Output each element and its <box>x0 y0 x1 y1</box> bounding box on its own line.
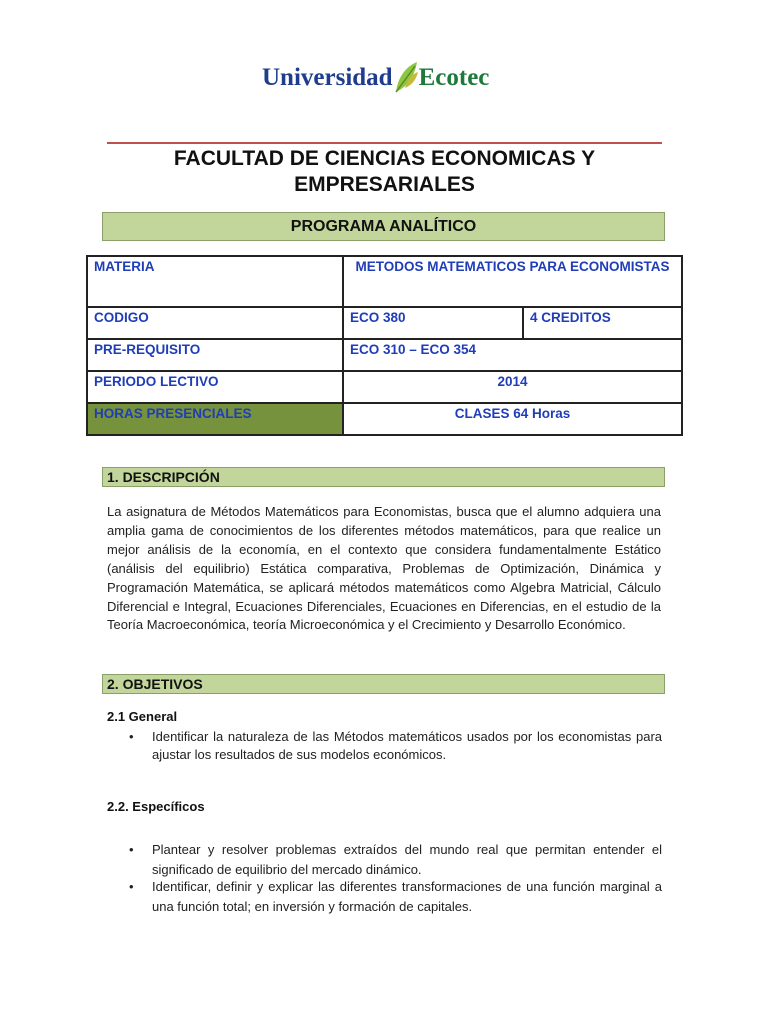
descripcion-heading: 1. DESCRIPCIÓN <box>102 467 665 487</box>
prerequisito-value: ECO 310 – ECO 354 <box>343 339 682 371</box>
bullet-icon: • <box>129 879 134 894</box>
general-list <box>107 728 662 764</box>
university-logo <box>262 58 562 98</box>
header-divider <box>107 142 662 144</box>
faculty-title: FACULTAD DE CIENCIAS ECONOMICAS Y EMPRESARIALES <box>173 147 596 196</box>
list-item <box>107 728 662 764</box>
objetivos-heading: 2. OBJETIVOS <box>102 674 665 694</box>
bullet-icon: • <box>129 842 134 857</box>
leaf-icon <box>393 58 419 98</box>
table-row <box>87 339 682 371</box>
codigo-value: ECO 380 <box>343 307 523 339</box>
materia-label: MATERIA <box>87 256 343 307</box>
materia-value: METODOS MATEMATICOS PARA ECONOMISTAS <box>343 256 682 307</box>
list-item <box>107 840 662 880</box>
list-item-text: Identificar la naturaleza de las Métodos matemáticos usados por los economistas para ajustar los resultados de sus modelos económicos. <box>152 729 662 762</box>
horas-value: CLASES 64 Horas <box>343 403 682 435</box>
list-item-text: Identificar, definir y explicar las diferentes transformaciones de una función marginal a una función total; en inversión y formación de capitales. <box>152 879 662 914</box>
codigo-label: CODIGO <box>87 307 343 339</box>
program-title: PROGRAMA ANALÍTICO <box>102 212 665 241</box>
course-info-table <box>86 255 683 436</box>
horas-label: HORAS PRESENCIALES <box>87 403 343 435</box>
table-row <box>87 403 682 435</box>
table-row <box>87 371 682 403</box>
list-item <box>107 877 662 917</box>
creditos-value: 4 CREDITOS <box>523 307 682 339</box>
periodo-label: PERIODO LECTIVO <box>87 371 343 403</box>
logo-text-ecotec: Ecotec <box>418 64 490 91</box>
prerequisito-label: PRE-REQUISITO <box>87 339 343 371</box>
descripcion-text: La asignatura de Métodos Matemáticos para Economistas, busca que el alumno adquiera una amplia gama de conocimientos de los diferentes métodos matemáticos, para que realice un mejor análisis de la economía, en el contexto que considera fundamentalmente Estático (análisis del equilibrio) Estática comparativa, Problemas de Optimización, Dinámica y Programación Matemática, se aplicará métodos matemáticos como Algebra Matricial, Cálculo Diferencial e Integral, Ecuaciones Diferenciales, Ecuaciones en Diferencias, en el estudio de la Teoría Macroeconómica, teoría Microeconómica y el Crecimiento y Desarrollo Económico. <box>107 504 661 633</box>
periodo-value: 2014 <box>343 371 682 403</box>
table-row <box>87 307 682 339</box>
logo-text-universidad: Universidad <box>262 64 393 91</box>
bullet-icon: • <box>129 729 134 744</box>
list-item-text: Plantear y resolver problemas extraídos del mundo real que permitan entender el significado de equilibrio del mercado dinámico. <box>152 842 662 877</box>
general-heading: 2.1 General <box>107 709 178 724</box>
especificos-heading: 2.2. Específicos <box>107 799 205 814</box>
especificos-list <box>107 840 662 917</box>
table-row <box>87 256 682 307</box>
